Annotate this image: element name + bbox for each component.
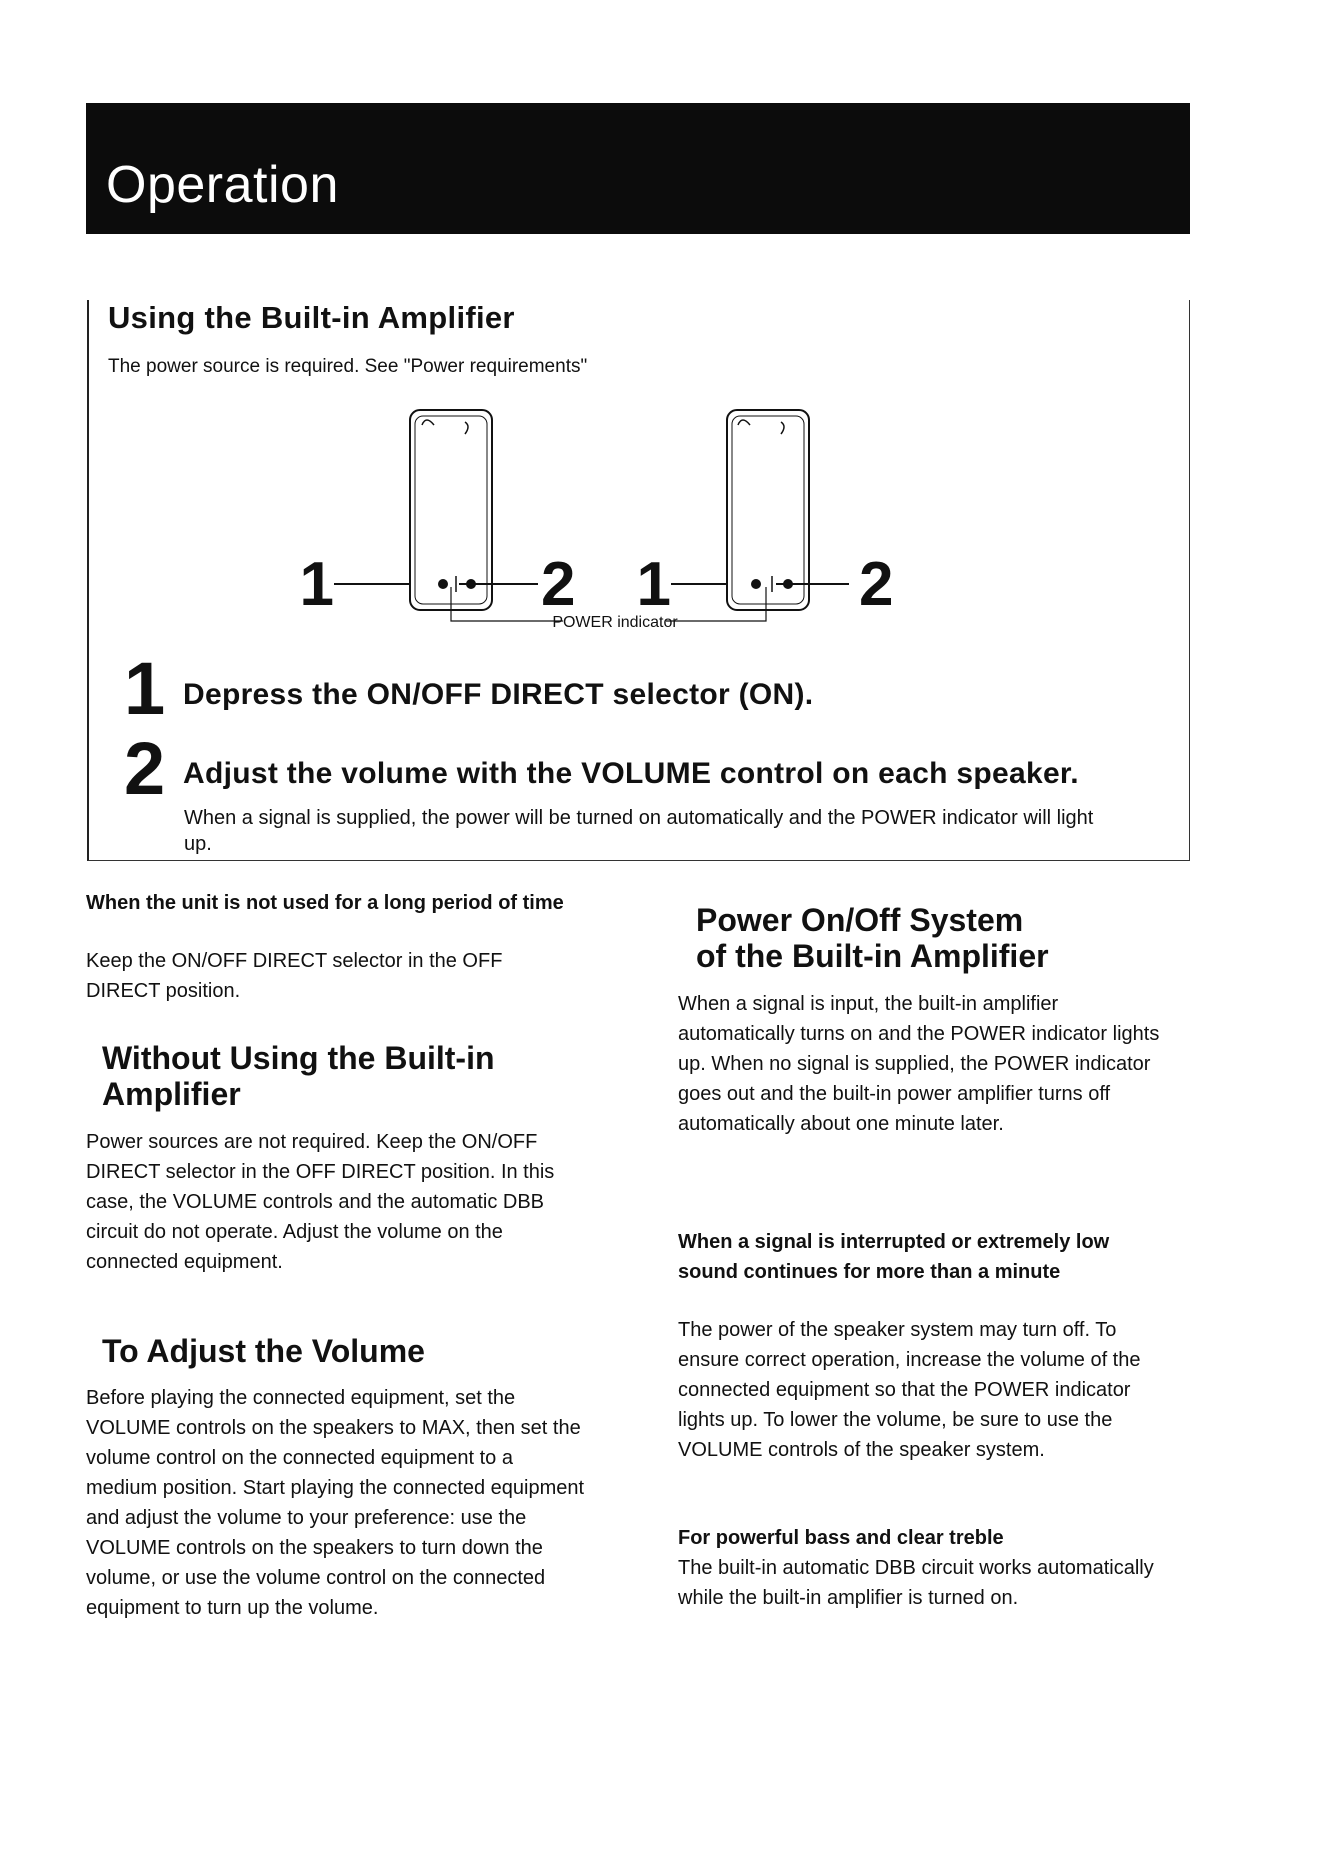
- interrupted-heading: When a signal is interrupted or extremely low sound continues for more than a minute: [678, 1231, 1110, 1283]
- without-amplifier-title: Without Using the Built-in Amplifier: [102, 1040, 495, 1112]
- without-amplifier-body: Power sources are not required. Keep the ON/OFF DIRECT selector in the OFF DIRECT position. In this case, the VOLUME controls and the automatic DBB circuit do not operate. Adjust the volume on the connected equipment.: [86, 1131, 555, 1273]
- power-indicator-label: POWER indicator: [552, 614, 678, 631]
- step-note: When a signal is supplied, the power will be turned on automatically and the POWER indicator will light up.: [184, 807, 1094, 855]
- right-speaker-illustration: [666, 410, 849, 621]
- bass-heading: For powerful bass and clear treble: [678, 1527, 1004, 1549]
- step-2-number: 2: [124, 727, 166, 810]
- step-1-number: 1: [124, 647, 166, 730]
- bass-body: The built-in automatic DBB circuit works automatically while the built-in amplifier is turned on.: [678, 1557, 1154, 1609]
- section-title: Using the Built-in Amplifier: [108, 300, 515, 335]
- speaker-diagram: [89, 400, 1189, 650]
- builtin-amplifier-section: [87, 300, 1190, 861]
- power-system-title-line-2: of the Built-in Amplifier: [696, 938, 1049, 974]
- section-intro: The power source is required. See "Power requirements": [108, 356, 588, 377]
- power-system-title-line-1: Power On/Off System: [696, 902, 1024, 938]
- long-period-body: Keep the ON/OFF DIRECT selector in the OFF DIRECT position.: [86, 950, 503, 1002]
- adjust-volume-body: Before playing the connected equipment, set the VOLUME controls on the speakers to MAX, then set the volume control on the connected equipment to a medium position. Start playing the connected equipment and adjust the volume to your preference: use the VOLUME controls on the speakers to turn down the volume, or use the volume control on the connected equipment to turn up the volume.: [86, 1387, 585, 1619]
- page-title: Operation: [106, 156, 339, 214]
- step-1-text: Depress the ON/OFF DIRECT selector (ON).: [183, 678, 814, 711]
- step-2-text: Adjust the volume with the VOLUME control on each speaker.: [183, 757, 1079, 790]
- adjust-volume-title: To Adjust the Volume: [102, 1333, 425, 1369]
- power-system-body: When a signal is input, the built-in amplifier automatically turns on and the POWER indicator lights up. When no signal is supplied, the POWER indicator goes out and the built-in power amplifier turns off automatically about one minute later.: [678, 993, 1160, 1135]
- long-period-heading: When the unit is not used for a long period of time: [86, 892, 564, 914]
- callout-2-right: 2: [859, 550, 894, 619]
- interrupted-body: The power of the speaker system may turn off. To ensure correct operation, increase the volume of the connected equipment so that the POWER indicator lights up. To lower the volume, be sure to use the VOLUME controls of the speaker system.: [678, 1319, 1141, 1461]
- callout-1-right: 1: [636, 550, 671, 619]
- header-banner: [86, 103, 1190, 234]
- callout-2-left: 2: [541, 550, 576, 619]
- left-speaker-illustration: [334, 410, 563, 621]
- callout-1-left: 1: [299, 550, 334, 619]
